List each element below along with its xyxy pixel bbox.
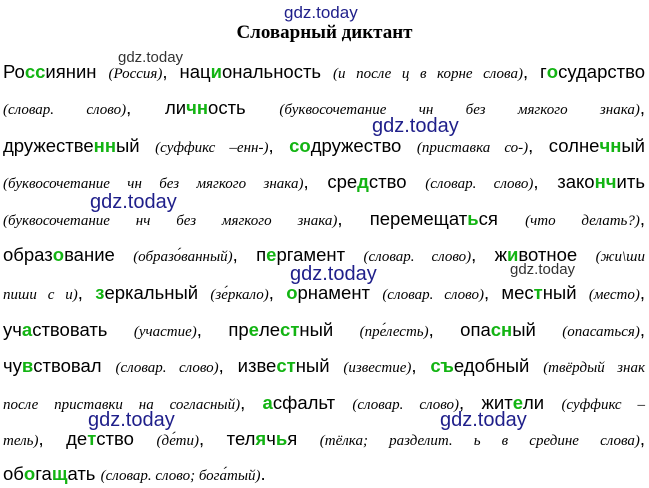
word-text: , bbox=[240, 392, 263, 413]
word-text: , мес bbox=[483, 282, 534, 303]
explanation-note: (место) bbox=[588, 287, 640, 303]
highlighted-letters: со bbox=[289, 135, 311, 156]
explanation-note: (твёрдый знак bbox=[543, 360, 645, 376]
highlighted-letters: чн bbox=[599, 135, 622, 156]
explanation-note: (словар. слово) bbox=[3, 102, 127, 118]
word-text: , зако bbox=[533, 171, 595, 192]
highlighted-letters: а bbox=[21, 319, 33, 340]
highlighted-letters: ь bbox=[467, 208, 479, 229]
word-text: об bbox=[3, 463, 24, 484]
explanation-note: (зе́ркало) bbox=[210, 287, 269, 303]
highlighted-letters: е bbox=[248, 319, 259, 340]
word-text: , bbox=[411, 355, 431, 376]
word-text: , солне bbox=[528, 135, 600, 156]
explanation-note: тель) bbox=[3, 433, 39, 449]
word-text: ся bbox=[478, 208, 526, 229]
highlighted-letters: в bbox=[21, 355, 34, 376]
word-text: ый bbox=[621, 135, 646, 156]
explanation-note: (тёлка; разделит. ь в средине слова) bbox=[319, 433, 640, 449]
explanation-note: (Россия) bbox=[108, 66, 163, 82]
watermark: gdz.today bbox=[290, 263, 377, 285]
highlighted-letters: т bbox=[87, 428, 97, 449]
highlighted-letters: чн bbox=[186, 97, 209, 118]
word-text: , bbox=[639, 428, 645, 449]
highlighted-letters: сн bbox=[490, 319, 513, 340]
word-text: ствовал bbox=[33, 355, 116, 376]
word-text: , bbox=[639, 319, 645, 340]
word-text: га bbox=[35, 463, 52, 484]
highlighted-letters: сс bbox=[24, 61, 46, 82]
word-text: Ро bbox=[3, 61, 25, 82]
explanation-note: (словар. слово) bbox=[352, 397, 460, 413]
word-text: ать bbox=[67, 463, 101, 484]
word-text: , п bbox=[232, 244, 267, 265]
watermark: gdz.today bbox=[88, 409, 175, 431]
highlighted-letters: е bbox=[512, 392, 523, 413]
word-text: ый bbox=[512, 319, 563, 340]
word-text: вание bbox=[64, 244, 134, 265]
word-text: сударство bbox=[558, 61, 645, 82]
text-line bbox=[3, 354, 645, 380]
word-text: я bbox=[287, 428, 320, 449]
explanation-note: (буквосочетание нч без мягкого знака) bbox=[3, 213, 338, 229]
highlighted-letters: я bbox=[255, 428, 267, 449]
explanation-note: (образо́ванный) bbox=[133, 249, 233, 265]
explanation-note: (опасаться) bbox=[562, 324, 640, 340]
word-text: дружество bbox=[310, 135, 417, 156]
explanation-note: (суффикс –енн-) bbox=[155, 140, 269, 156]
highlighted-letters: съ bbox=[430, 355, 454, 376]
word-text: вотное bbox=[518, 244, 596, 265]
word-text: уч bbox=[3, 319, 22, 340]
explanation-note: (буквосочетание чн без мягкого знака) bbox=[3, 176, 304, 192]
highlighted-letters: д bbox=[357, 171, 369, 192]
word-text: , bbox=[77, 282, 96, 303]
explanation-note: (известие) bbox=[343, 360, 412, 376]
explanation-note: (словар. слово) bbox=[425, 176, 534, 192]
word-text: , нац bbox=[162, 61, 211, 82]
word-text: , сре bbox=[303, 171, 358, 192]
highlighted-letters: а bbox=[262, 392, 273, 413]
word-text: ргамент bbox=[276, 244, 364, 265]
highlighted-letters: и bbox=[507, 244, 519, 265]
explanation-note: (суффикс – bbox=[561, 397, 645, 413]
word-text: ствовать bbox=[32, 319, 134, 340]
word-text: ле bbox=[258, 319, 281, 340]
word-text: ство bbox=[96, 428, 157, 449]
highlighted-letters: и bbox=[210, 61, 222, 82]
word-text: , изве bbox=[218, 355, 277, 376]
explanation-note: (и после ц в корне слова) bbox=[333, 66, 523, 82]
word-text: , жит bbox=[459, 392, 513, 413]
word-text: , bbox=[268, 135, 290, 156]
word-text: , г bbox=[522, 61, 547, 82]
word-text: сфальт bbox=[272, 392, 353, 413]
text-line bbox=[3, 134, 645, 160]
text-line bbox=[3, 96, 645, 122]
watermark: gdz.today bbox=[510, 261, 576, 278]
explanation-note: (что делать?) bbox=[525, 213, 640, 229]
text-line bbox=[3, 318, 645, 344]
word-text: , опа bbox=[428, 319, 491, 340]
explanation-note: (приставка со-) bbox=[416, 140, 529, 156]
explanation-note: после приставки на согласный) bbox=[3, 397, 241, 413]
highlighted-letters: о bbox=[546, 61, 559, 82]
explanation-note: (жи\ши bbox=[595, 249, 646, 265]
explanation-note: (буквосочетание чн без мягкого знака) bbox=[279, 102, 640, 118]
word-text: ство bbox=[368, 171, 426, 192]
highlighted-letters: ь bbox=[275, 428, 288, 449]
word-text: , тел bbox=[199, 428, 256, 449]
watermark: gdz.today bbox=[90, 191, 177, 213]
word-text: , пр bbox=[196, 319, 249, 340]
word-text: , перемещат bbox=[337, 208, 468, 229]
highlighted-letters: т bbox=[533, 282, 543, 303]
word-text: , bbox=[268, 282, 287, 303]
word-text: , де bbox=[38, 428, 88, 449]
explanation-note: (де́ти) bbox=[156, 433, 200, 449]
word-text: , bbox=[639, 208, 645, 229]
word-text: образ bbox=[3, 244, 53, 265]
explanation-note: (словар. слово; бога́тый) bbox=[100, 468, 261, 484]
word-text: , ж bbox=[471, 244, 508, 265]
word-text: , bbox=[639, 282, 646, 303]
highlighted-letters: о bbox=[52, 244, 65, 265]
explanation-note: (словар. слово) bbox=[363, 249, 472, 265]
word-text: иянин bbox=[45, 61, 109, 82]
highlighted-letters: щ bbox=[51, 463, 68, 484]
watermark: gdz.today bbox=[372, 115, 459, 137]
word-text: ли bbox=[164, 97, 187, 118]
highlighted-letters: о bbox=[286, 282, 298, 303]
word-text: ить bbox=[616, 171, 645, 192]
text-line bbox=[3, 462, 645, 488]
text-line bbox=[3, 60, 645, 86]
watermark: gdz.today bbox=[284, 3, 358, 22]
explanation-note: (участие) bbox=[133, 324, 197, 340]
word-text: еркальный bbox=[104, 282, 211, 303]
word-text: рнамент bbox=[297, 282, 383, 303]
highlighted-letters: ст bbox=[276, 355, 296, 376]
word-text: чу bbox=[3, 355, 22, 376]
explanation-note: пиши с и) bbox=[3, 287, 78, 303]
word-text: ный bbox=[299, 319, 360, 340]
page-title: Словарный диктант bbox=[236, 22, 413, 43]
word-text: дружестве bbox=[3, 135, 94, 156]
highlighted-letters: з bbox=[95, 282, 105, 303]
highlighted-letters: нн bbox=[93, 135, 116, 156]
highlighted-letters: о bbox=[23, 463, 36, 484]
highlighted-letters: нч bbox=[594, 171, 617, 192]
word-text: ный bbox=[542, 282, 589, 303]
word-text: ный bbox=[295, 355, 344, 376]
word-text: ый bbox=[116, 135, 156, 156]
explanation-note: (словар. слово) bbox=[382, 287, 484, 303]
explanation-note: (пре́лесть) bbox=[359, 324, 429, 340]
highlighted-letters: ст bbox=[280, 319, 300, 340]
word-text: , bbox=[639, 97, 645, 118]
word-text: едобный bbox=[453, 355, 544, 376]
word-text: ость bbox=[208, 97, 280, 118]
explanation-note: (словар. слово) bbox=[115, 360, 219, 376]
word-text: ли bbox=[522, 392, 562, 413]
word-text: ональность bbox=[221, 61, 334, 82]
highlighted-letters: е bbox=[266, 244, 277, 265]
word-text: , bbox=[126, 97, 165, 118]
watermark: gdz.today bbox=[118, 49, 184, 66]
word-text: ч bbox=[266, 428, 276, 449]
watermark: gdz.today bbox=[440, 409, 527, 431]
word-text: . bbox=[260, 463, 266, 484]
